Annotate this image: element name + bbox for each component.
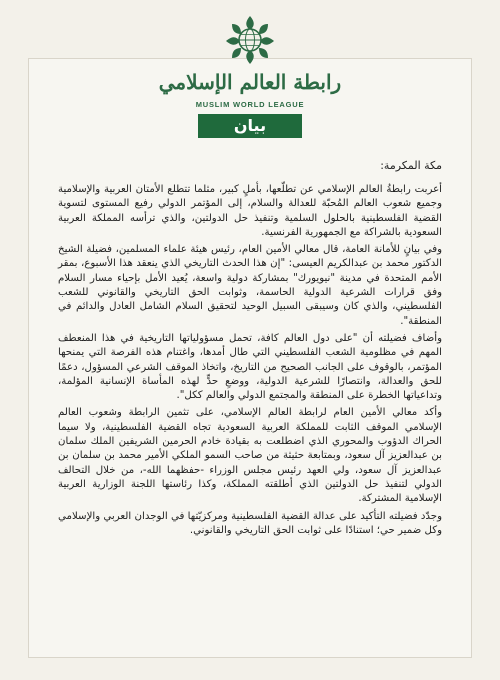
statement-paragraph: أعربت رابطةُ العالم الإسلامي عن تطلّعها، بأملٍ كبير، مثلما تتطلع الأمتان العربية والإسلامية وجميع شعوب العالم المُحبّة للعدالة والسلام، إلى المؤتمر الدولي رفيع المستوى لتسوية القضية الفلسطينية بالحلول السلمية وتنفيذ حل الدولتين، والذي ترأسه المملكة العربية السعودية بالشراكة مع الجمهورية الفرنسية. (58, 184, 442, 238)
org-name-arabic: رابطة العالم الإسلامي (158, 70, 342, 94)
org-name-english: MUSLIM WORLD LEAGUE (195, 100, 305, 109)
globe-emblem-icon (224, 14, 276, 66)
statement-paragraph: وأضاف فضيلته أن "على دول العالم كافة، تحمل مسؤولياتها التاريخية في هذا المنعطف المهم في مظلومية الشعب الفلسطيني التي طال أمدها، واغتنام هذه الفرصة التي يمنحها المؤتمر، بالوقوف على الجانب الصحيح من التاريخ، واتخاذ الموقف الشرعي المسؤول، دعمًا للحق والعدالة، وانتصارًا للشرعية الدولية، ووضعِ حدٍّ لهذه المأساة الإنسانية المؤلمة، وتداعياتها الخطرة على المنطقة والمجتمع الدولي والعالم ككل". (58, 332, 442, 402)
statement-paragraph: وأكد معالي الأمين العام لرابطة العالم الإسلامي، على تثمين الرابطة وشعوب العالم الإسلامي الموقف الثابت للمملكة العربية السعودية تجاه القضية الفلسطينية، ولا سيما الحراك الدؤوب والمحوري الذي اضطلعت به بقيادة خادم الحرمين الشريفين الملك سلمان بن عبدالعزيز آل سعود، وبمتابعة حثيثة من صاحب السمو الملكي الأمير محمد بن سلمان بن عبدالعزيز آل سعود، ولي العهد رئيس مجلس الوزراء -حفظهما الله-، من خلال التحالف الدولي لتنفيذ حل الدولتين الذي أطلقته المملكة، وكذا رئاستها اللجنة الوزارية العربية الإسلامية المشتركة. (58, 407, 442, 505)
statement-paragraph: وفي بيانٍ للأمانة العامة، قال معالي الأمين العام، رئيس هيئة علماء المسلمين، فضيلة الشيخ الدكتور محمد بن عبدالكريم العيسى: "إن هذا الحدث التاريخي الذي ينعقد هذا الأسبوع، بمقر الأمم المتحدة في مدينة "نيويورك" بمشاركة دولية واسعة، يُعيد الأمل بإحياء مسار السلام وفق قرارات الشرعية الدولية الحاسمة، وثوابت الحق التاريخي والقانوني للشعب الفلسطيني، والذي كان وسيبقى السبيل الوحيد لتحقيق السلام الشامل العادل والدائم في المنطقة". (58, 244, 442, 327)
statement-title-badge: بيان (198, 114, 302, 138)
statement-body (58, 183, 442, 541)
dateline-location: مكة المكرمة: (380, 159, 442, 172)
statement-paragraph: وجدّد فضيلته التأكيد على عدالة القضية الفلسطينية ومركزيّتها في الوجدان العربي والإسلامي وكل ضمير حي؛ استنادًا على ثوابت الحق التاريخي والقانوني. (58, 510, 442, 536)
